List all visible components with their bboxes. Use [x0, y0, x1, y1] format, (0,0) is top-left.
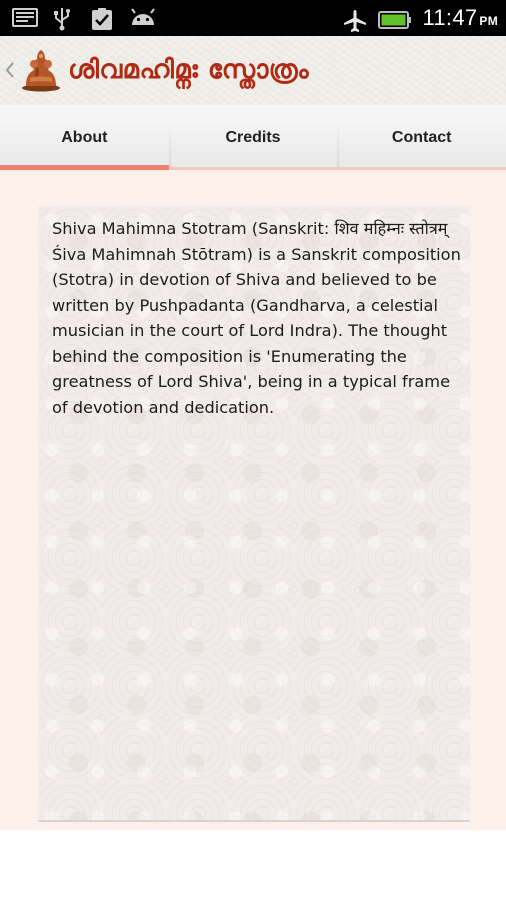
android-icon	[129, 7, 155, 29]
back-chevron-icon[interactable]	[4, 58, 16, 82]
system-icons	[342, 5, 498, 34]
ganesha-statue-icon[interactable]	[20, 48, 62, 92]
about-panel[interactable]	[38, 206, 470, 822]
clipboard-check-icon	[90, 7, 116, 29]
airplane-mode-icon	[342, 9, 368, 31]
notification-icons	[12, 7, 155, 29]
about-text: Shiva Mahimna Stotram (Sanskrit: शिव महिम्नः स्तोत्रम् Śiva Mahimnah Stōtram) is a Sanskrit composition (Stotra) in devotion of Shiva and believed to be written by Pushpadanta (Gandharva, a celestial musician in the court of Lord Indra). The thought behind the composition is 'Enumerating the greatness of Lord Shiva', being in a typical frame of devotion and dedication.	[52, 219, 461, 417]
usb-icon	[51, 7, 77, 29]
clock-time: 11:47	[422, 5, 478, 30]
status-bar	[0, 0, 506, 36]
tab-credits[interactable]	[169, 105, 338, 170]
tab-about[interactable]	[0, 105, 169, 170]
tab-credits-label: Credits	[225, 128, 281, 146]
clock	[422, 5, 498, 34]
tab-bar	[0, 105, 506, 170]
tab-contact[interactable]	[337, 105, 506, 170]
screenshot-icon	[12, 7, 38, 29]
battery-icon	[378, 9, 412, 31]
app-title: ശിവമഹിമ്നഃ സ്തോത്രം	[68, 55, 310, 85]
action-bar	[0, 36, 506, 106]
content-area	[0, 170, 506, 830]
clock-ampm: PM	[479, 14, 498, 28]
tab-about-label: About	[61, 128, 108, 146]
tab-contact-label: Contact	[391, 128, 452, 146]
